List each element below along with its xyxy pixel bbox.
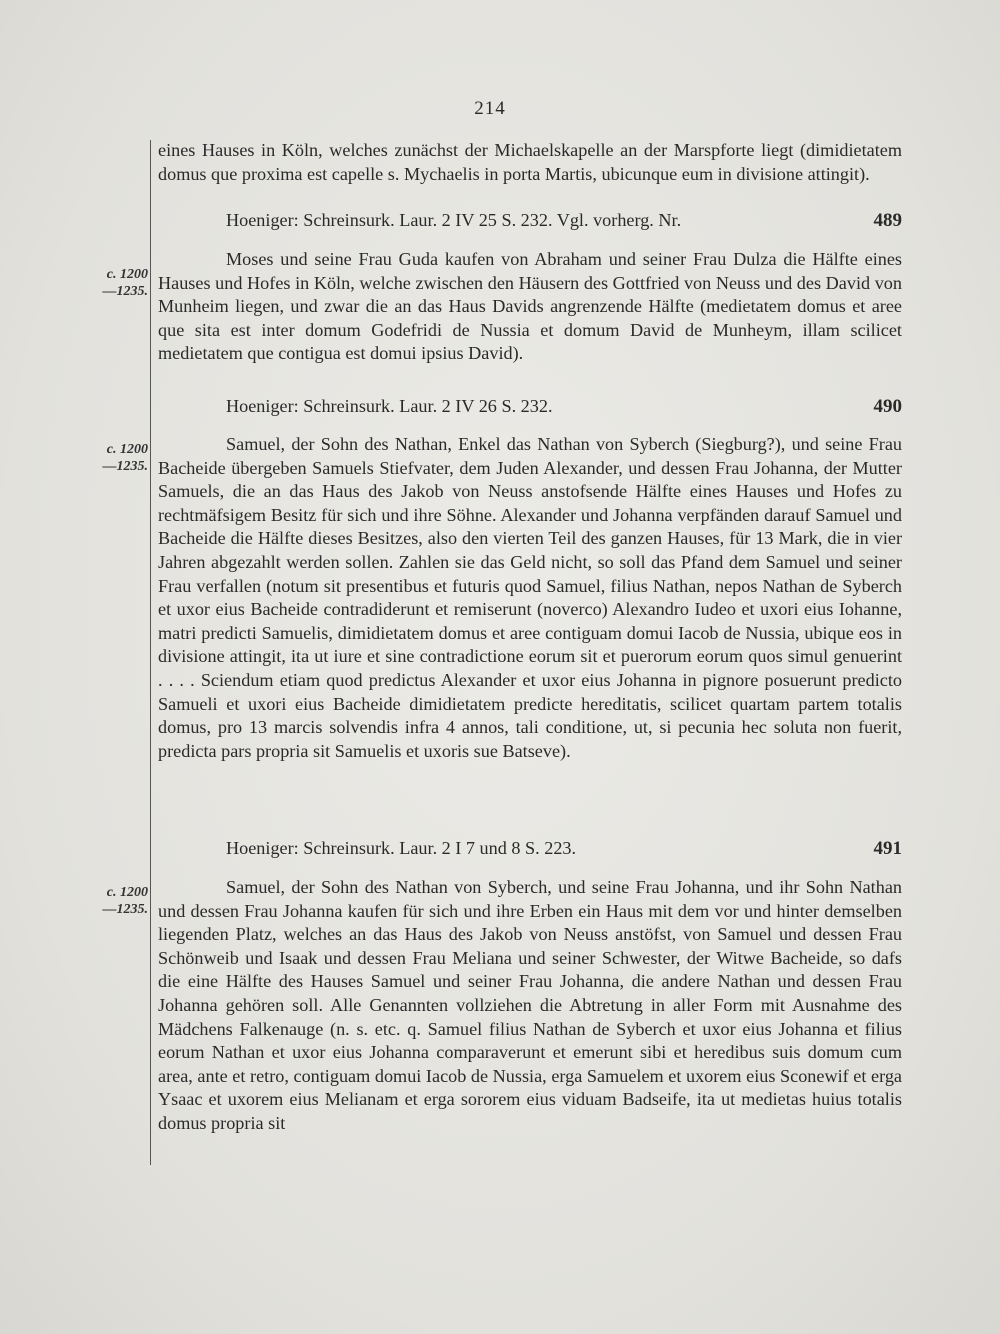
margin-date-line1: c. 1200 (106, 885, 148, 900)
margin-date (78, 441, 148, 475)
page-number: 214 (474, 98, 506, 119)
entry-number: 491 (873, 838, 902, 859)
margin-date-line1: c. 1200 (106, 267, 148, 282)
margin-date-line1: c. 1200 (106, 442, 148, 457)
entry-paragraph (158, 248, 902, 366)
margin-date-line2: —1235. (102, 459, 148, 474)
margin-date (78, 266, 148, 300)
entry-number: 489 (873, 210, 902, 231)
margin-rule (150, 140, 151, 1165)
margin-date (78, 884, 148, 918)
entry-number: 490 (873, 396, 902, 417)
continuation-text: eines Hauses in Köln, welches zunächst der Michaelskapelle an der Marspforte liegt (dimidietatem domus que proxima est capelle s. Mychaelis in porta Martis, ubicunque eum in divisione attingit). (158, 140, 902, 184)
citation-source: Hoeniger: Schreinsurk. Laur. 2 I 7 und 8 S. 223. (226, 838, 577, 858)
margin-date-line2: —1235. (102, 902, 148, 917)
entry-text: Samuel, der Sohn des Nathan, Enkel das Nathan von Syberch (Siegburg?), und seine Frau Bacheide übergeben Samuels Stiefvater, dem Juden Alexander, und dessen Frau Johanna, der Mutter Samuels, die an das Haus des Jakob von Neuss anstofsende Hälfte eines Hauses und Hofes zu rechtmäfsigem Besitz für sich und ihre Söhne. Alexander und Johanna verpfänden darauf Samuel und Bacheide die Hälfte dieses Besitzes, also den vierten Teil des ganzen Hauses, für 13 Mark, die in vier Jahren abgezahlt werden sollen. Zahlen sie das Geld nicht, so soll das Pfand dem Samuel und seiner Frau verfallen (notum sit presentibus et futuris quod Samuel, filius Nathan, nepos Nathan de Syberch et uxor eius Bacheide contradiderunt et remiserunt (noverco) Alexandro Iudeo et uxori eius Iohanne, matri predicti Samuelis, dimidietatem domus et aree contiguam domui Iacob de Nussia, ubique eos in divisione attingit, ita ut iure et sine contradictione eorum sit et puerorum eorum quos simul genuerint . . . . Sciendum etiam quod predictus Alexander et uxor eius Johanna in pignore posuerunt predicto Samueli et uxori eius Bacheide dimidietatem predicte hereditatis, scilicet quartam partem totalis domus, pro 13 marcis solvendis infra 4 annos, tali conditione, ut, si pecunia hec soluta non fuerit, predicta pars propria sit Samuelis et uxoris sue Batseve). (158, 434, 902, 761)
entry-paragraph (158, 876, 902, 1136)
citation-source: Hoeniger: Schreinsurk. Laur. 2 IV 25 S. 232. Vgl. vorherg. Nr. (226, 210, 682, 230)
citation-source: Hoeniger: Schreinsurk. Laur. 2 IV 26 S. 232. (226, 396, 553, 416)
entry-paragraph (158, 433, 902, 763)
citation-489 (226, 209, 902, 233)
citation-491 (226, 837, 902, 861)
margin-date-line2: —1235. (102, 284, 148, 299)
entry-text: Samuel, der Sohn des Nathan von Syberch, und seine Frau Johanna, und ihr Sohn Nathan und dessen Frau Johanna kaufen für sich und ihre Erben ein Haus mit dem vor und hinter demselben liegenden Platz, welches an das Haus des Jakob von Neuss anstöfst, von Samuel und dessen Frau Schönweib und Isaak und dessen Frau Meliana und seiner Schwester, der Witwe Bacheide, so dafs die eine Hälfte des Hauses Samuel und seiner Frau Johanna, die andere Nathan und dessen Frau Johanna gehören soll. Alle Genannten vollziehen die Abtretung in aller Form mit Ausnahme des Mädchens Falkenauge (n. s. etc. q. Samuel filius Nathan de Syberch et uxor eius Johanna et filius eorum Nathan et uxor eius Johanna comparaverunt et emerunt sibi et heredibus suis domum cum area, ante et retro, contiguam domui Iacob de Nussia, erga Samuelem et uxorem eius Sconewif et erga Ysaac et uxorem eius Melianam et erga sororem eius viduam Badseife, ita ut medietas huius totalis domus propria sit (158, 877, 902, 1133)
citation-490 (226, 395, 902, 419)
continuation-paragraph (158, 139, 902, 186)
entry-text: Moses und seine Frau Guda kaufen von Abraham und seiner Frau Dulza die Hälfte eines Hauses und Hofes in Köln, welche zwischen den Häusern des Gottfried von Neuss und des David von Munheim liegen, und zwar die an das Haus Davids angrenzende Hälfte (medietatem domus et aree que sita est inter domum Godefridi de Nussia et domum David de Munheym, illam scilicet medietatem que contigua est domui ipsius David). (158, 249, 902, 364)
